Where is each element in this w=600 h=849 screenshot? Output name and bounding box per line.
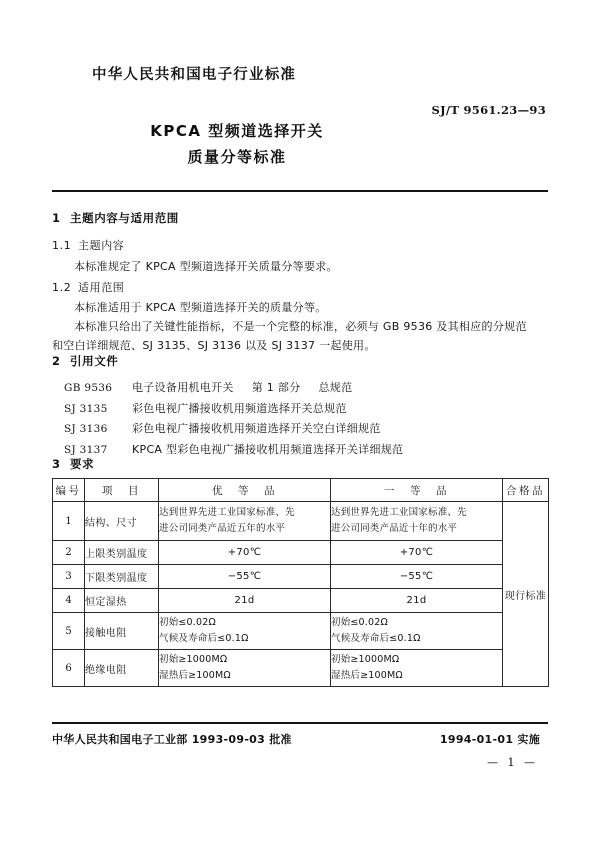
section-2-title: 引用文件 [70,354,119,368]
title-line-1: KPCA 型频道选择开关 [150,122,324,140]
header-divider [52,190,548,192]
row-first-grade [331,613,503,650]
row-number: 5 [53,613,85,650]
reference-title-text: 电子设备用机电开关 [132,381,234,394]
row-superior-line-2: 进公司同类产品近五年的水平 [159,523,286,534]
section-1-1-heading [52,237,124,253]
list-item [64,378,534,399]
reference-list [64,378,534,460]
row-superior-line-2: 气候及寿命后≤0.1Ω [159,633,249,644]
table-row [53,541,549,565]
row-first-grade: +70℃ [331,541,503,565]
row-superior-line-2: 湿热后≥100MΩ [159,670,231,681]
implementation-date: 1994-01-01 实施 [439,733,540,746]
page-title [52,118,422,170]
section-3-heading [52,456,94,472]
section-1-2-number: 1.2 [52,281,72,294]
row-item: 接触电阻 [85,613,159,650]
table-row [53,589,549,613]
column-header-item: 项 目 [85,479,159,502]
requirements-table [52,478,549,687]
page-number: — 1 — [487,756,538,769]
section-2-heading [52,353,118,369]
row-first-grade: −55℃ [331,565,503,589]
section-1-1-body: 本标准规定了 KPCA 型频道选择开关质量分等要求。 [74,260,338,273]
row-superior-line-1: 初始≤0.02Ω [159,617,216,628]
column-header-first-grade: 一 等 品 [331,479,503,502]
row-first-grade-line-2: 气候及寿命后≤0.1Ω [331,633,421,644]
list-item [64,419,534,440]
footer-divider [52,722,548,724]
row-first-grade-line-2: 进公司同类产品近十年的水平 [331,523,458,534]
section-1-2-body-1: 本标准适用于 KPCA 型频道选择开关的质量分等。 [74,301,327,314]
row-item: 恒定湿热 [85,589,159,613]
list-item [64,399,534,420]
section-1-title: 主题内容与适用范围 [70,211,179,225]
title-line-2: 质量分等标准 [187,148,287,166]
row-superior: +70℃ [159,541,331,565]
row-superior [159,650,331,687]
row-first-grade-line-2: 湿热后≥100MΩ [331,670,403,681]
table-row [53,565,549,589]
reference-title [132,378,534,398]
row-first-grade [331,650,503,687]
row-first-grade-line-1: 初始≥1000MΩ [331,654,400,665]
row-item: 上限类别温度 [85,541,159,565]
row-number: 1 [53,502,85,541]
page-content [52,0,548,849]
row-number: 4 [53,589,85,613]
reference-general: 总规范 [318,381,353,394]
row-first-grade-line-1: 达到世界先进工业国家标准、先 [331,507,467,518]
reference-title: 彩色电视广播接收机用频道选择开关空白详细规范 [132,422,381,435]
row-number: 2 [53,541,85,565]
column-header-superior: 优 等 品 [159,479,331,502]
section-1-heading [52,210,179,226]
section-2-number: 2 [52,354,61,368]
reference-code: GB 9536 [64,382,113,394]
reference-title: KPCA 型彩色电视广播接收机用频道选择开关详细规范 [132,442,404,456]
row-item: 下限类别温度 [85,565,159,589]
requirements-table-wrapper [52,478,548,687]
standard-number: SJ/T 9561.23—93 [431,103,546,117]
row-first-grade: 21d [331,589,503,613]
section-1-1-title: 主题内容 [78,239,125,252]
row-superior [159,502,331,541]
table-row [53,613,549,650]
section-1-2-body-2: 本标准只给出了关键性能指标，不是一个完整的标准，必须与 GB 9536 及其相应的分规范和空白详细规范、SJ 3135、SJ 3136 以及 SJ 3137 一起使用。 [52,320,527,352]
table-row [53,502,549,541]
section-3-number: 3 [52,457,61,471]
reference-code: SJ 3137 [64,443,108,456]
reference-title: 彩色电视广播接收机用频道选择开关总规范 [132,401,347,415]
section-3-title: 要求 [70,457,95,471]
reference-code: SJ 3136 [64,423,108,435]
table-header-row [53,479,549,502]
row-superior: 21d [159,589,331,613]
row-superior [159,613,331,650]
reference-part: 第 1 部分 [251,381,301,394]
row-qualified: 现行标准 [503,502,549,687]
column-header-qualified: 合格品 [503,479,549,502]
row-number: 3 [53,565,85,589]
section-1-number: 1 [52,211,61,225]
row-first-grade [331,502,503,541]
table-row [53,650,549,687]
section-1-2-heading [52,279,124,295]
issuing-authority: 中华人民共和国电子行业标准 [92,67,297,83]
approval-statement: 中华人民共和国电子工业部 1993-09-03 批准 [52,733,292,746]
row-superior-line-1: 初始≥1000MΩ [159,654,228,665]
row-superior: −55℃ [159,565,331,589]
row-item: 绝缘电阻 [85,650,159,687]
row-first-grade-line-1: 初始≤0.02Ω [331,617,388,628]
row-number: 6 [53,650,85,687]
row-item: 结构、尺寸 [85,502,159,541]
column-header-no: 编号 [53,479,85,502]
section-1-1-number: 1.1 [52,239,72,252]
row-superior-line-1: 达到世界先进工业国家标准、先 [159,507,295,518]
section-1-2-title: 适用范围 [78,281,125,294]
reference-code: SJ 3135 [64,402,108,415]
list-item [64,440,534,461]
